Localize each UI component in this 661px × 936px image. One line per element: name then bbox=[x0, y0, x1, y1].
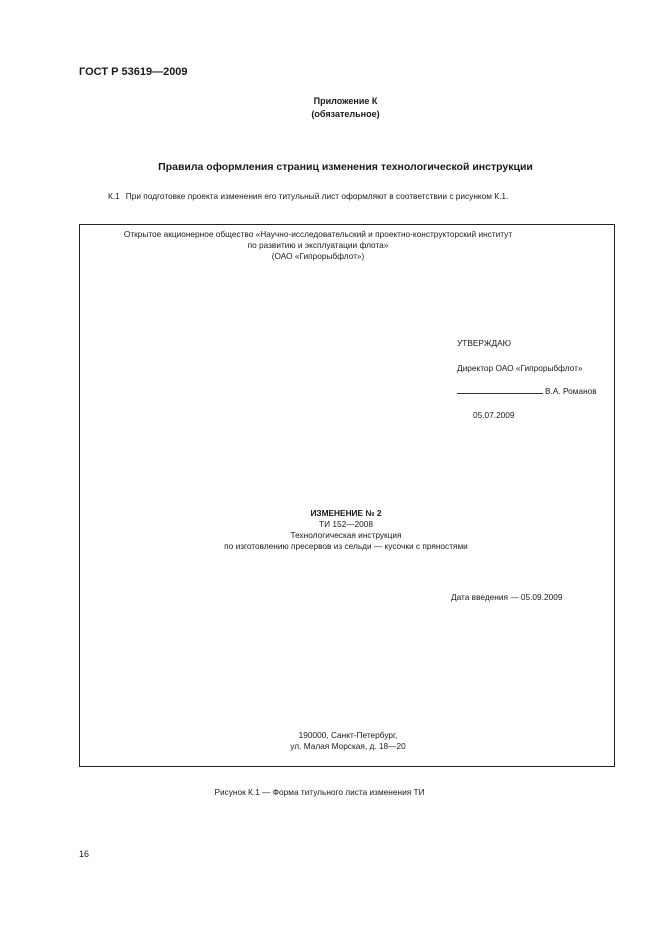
address-line: 190000, Санкт-Петербург, bbox=[298, 730, 398, 740]
address-block bbox=[80, 730, 616, 752]
change-doc: ТИ 152—2008 bbox=[319, 519, 373, 529]
annex-title: Приложение К bbox=[313, 96, 378, 106]
change-title: ИЗМЕНЕНИЕ № 2 bbox=[310, 508, 382, 518]
approve-date: 05.07.2009 bbox=[473, 410, 515, 420]
document-code: ГОСТ Р 53619—2009 bbox=[79, 66, 188, 78]
org-line: Открытое акционерное общество «Научно-исследовательский и проектно-конструкторский институт bbox=[123, 229, 513, 239]
title-page-form bbox=[79, 224, 615, 767]
annex-status: (обязательное) bbox=[311, 109, 380, 119]
organization-block bbox=[50, 229, 586, 262]
section-title: Правила оформления страниц изменения технологической инструкции bbox=[158, 161, 533, 173]
org-line: по развитию и эксплуатации флота» bbox=[247, 240, 389, 250]
address-line: ул. Малая Морская, д. 18—20 bbox=[290, 741, 406, 751]
signature-row bbox=[457, 386, 597, 397]
approve-signatory: В.А. Романов bbox=[545, 386, 597, 396]
introduction-date: Дата введения — 05.09.2009 bbox=[451, 592, 563, 602]
change-doc-type: Технологическая инструкция bbox=[290, 530, 402, 540]
clause-number: К.1 bbox=[108, 191, 120, 201]
page-number: 16 bbox=[79, 849, 90, 859]
org-line: (ОАО «Гипрорыбфлот») bbox=[271, 251, 365, 261]
approve-label: УТВЕРЖДАЮ bbox=[457, 338, 512, 348]
change-block bbox=[78, 508, 614, 552]
approve-position: Директор ОАО «Гипрорыбфлот» bbox=[457, 363, 583, 373]
change-subject: по изготовлению пресервов из сельди — кусочки с пряностями bbox=[224, 541, 468, 551]
signature-line bbox=[457, 386, 543, 394]
clause-k1 bbox=[108, 191, 508, 201]
figure-caption: Рисунок К.1 — Форма титульного листа изменения ТИ bbox=[214, 787, 425, 797]
annex-heading bbox=[0, 95, 661, 121]
clause-text: При подготовке проекта изменения его титульный лист оформляют в соответствии с рисунком К.1. bbox=[125, 191, 509, 201]
